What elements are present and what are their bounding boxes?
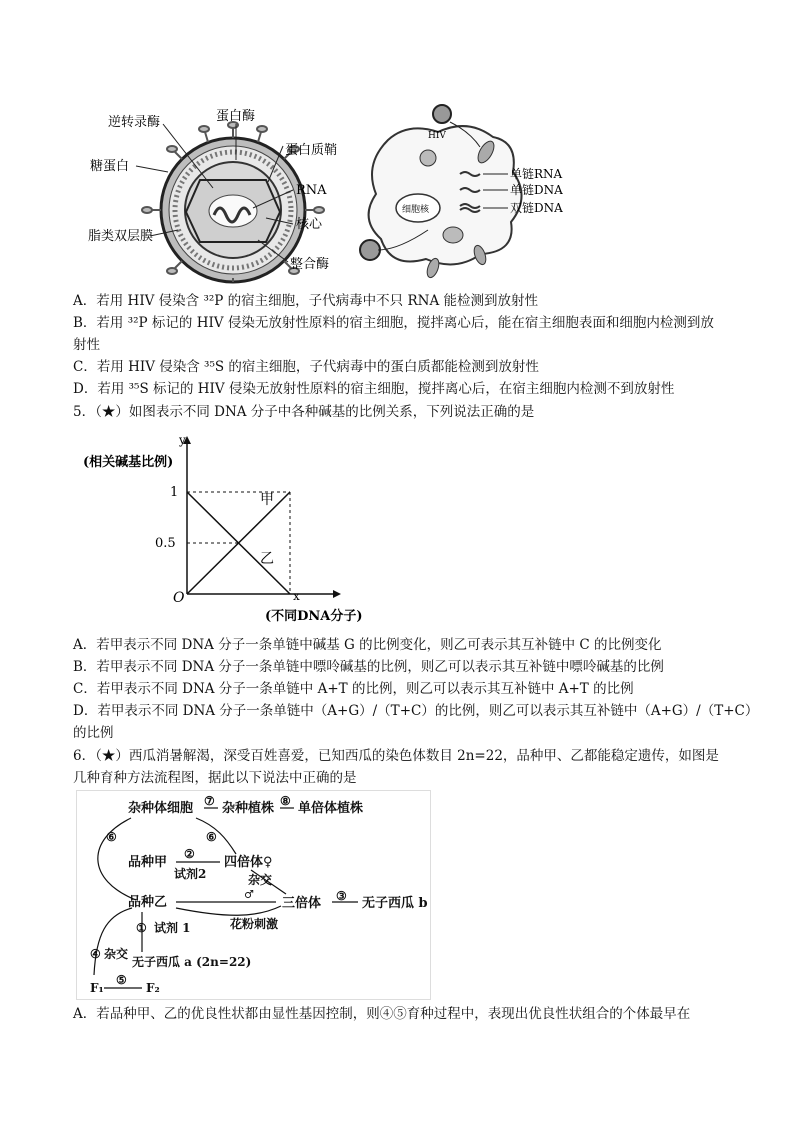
x-axis-symbol: x <box>293 589 300 603</box>
step-1: ① <box>136 921 147 935</box>
q4-option-b-line1: B．若用 ³²P 标记的 HIV 侵染无放射性原料的宿主细胞，搅拌离心后，能在宿主细胞表面和细胞内检测到放 <box>73 315 714 331</box>
node-f1: F₁ <box>90 981 104 995</box>
node-seedless-a: 无子西瓜 a (2n=22) <box>132 955 252 969</box>
step-6-left: ⑥ <box>106 830 117 844</box>
label-hiv: HIV <box>428 131 446 141</box>
label-capsid: 蛋白质鞘 <box>285 143 338 158</box>
node-tetraploid: 四倍体♀ <box>224 855 273 870</box>
hiv-diagram <box>88 100 578 285</box>
series-yi-label: 乙 <box>260 551 274 567</box>
node-triploid: 三倍体 <box>282 896 322 911</box>
step-8: ⑧ <box>280 794 291 808</box>
node-hybrid-plant: 杂种植株 <box>222 801 275 816</box>
q6-option-a: A．若品种甲、乙的优良性状都由显性基因控制，则④⑤育种过程中，表现出优良性状组合的个体最早在 <box>73 1006 691 1022</box>
tick-0-5: 0.5 <box>155 536 176 551</box>
base-ratio-graph <box>75 430 375 630</box>
q5-stem: 5．（★）如图表示不同 DNA 分子中各种碱基的比例关系，下列说法正确的是 <box>73 404 535 420</box>
step-4: ④ <box>90 947 101 961</box>
reagent-2: 试剂2 <box>174 867 207 881</box>
node-hybrid-cell: 杂种体细胞 <box>128 801 194 816</box>
x-axis-label: (不同DNA分子) <box>265 609 363 624</box>
q4-option-c: C．若用 HIV 侵染含 ³⁵S 的宿主细胞，子代病毒中的蛋白质都能检测到放射性 <box>73 359 539 375</box>
label-integrase: 整合酶 <box>290 257 330 272</box>
reagent-1: 试剂 1 <box>154 921 191 935</box>
node-variety-jia: 品种甲 <box>128 855 168 870</box>
q5-option-d-line1: D．若甲表示不同 DNA 分子一条单链中（A+G）/（T+C）的比例，则乙可以表示其互补链中（A+G）/（T+C） <box>73 703 759 719</box>
label-lipid-bilayer: 脂类双层膜 <box>88 229 154 244</box>
hiv-virus-structure <box>88 109 337 282</box>
tick-1: 1 <box>170 485 179 500</box>
q6-stem-line2: 几种育种方法流程图，据此以下说法中正确的是 <box>73 770 357 786</box>
q5-option-c: C．若甲表示不同 DNA 分子一条单链中 A+T 的比例，则乙可以表示其互补链中 A+T 的比例 <box>73 681 634 697</box>
label-pollen-stimulation: 花粉刺激 <box>230 917 279 931</box>
step-7: ⑦ <box>204 794 215 808</box>
label-cross-1: 杂交 <box>248 873 273 887</box>
male-symbol: ♂ <box>244 888 254 901</box>
breeding-flowchart <box>76 790 431 1000</box>
label-nucleus: 细胞核 <box>402 205 430 215</box>
label-ssrna: 单链RNA <box>510 167 563 181</box>
step-6-right: ⑥ <box>206 830 217 844</box>
y-axis-label: (相关碱基比例) <box>83 455 174 470</box>
label-core: 核心 <box>296 217 323 232</box>
node-variety-yi: 品种乙 <box>128 895 168 910</box>
node-seedless-b: 无子西瓜 b <box>362 896 428 911</box>
q5-option-a: A．若甲表示不同 DNA 分子一条单链中碱基 G 的比例变化，则乙可表示其互补链中 C 的比例变化 <box>73 637 662 653</box>
q4-option-b-line2: 射性 <box>73 337 100 353</box>
node-haploid-plant: 单倍体植株 <box>298 801 364 816</box>
hiv-life-cycle <box>360 105 563 279</box>
label-dsdna: 双链DNA <box>510 201 563 215</box>
breeding-flowchart-svg <box>76 790 431 1000</box>
q6-stem-line1: 6．（★）西瓜消暑解渴，深受百姓喜爱，已知西瓜的染色体数目 2n=22，品种甲、乙都能稳定遗传，如图是 <box>73 748 719 764</box>
series-jia-label: 甲 <box>260 492 274 508</box>
step-3: ③ <box>336 889 347 903</box>
label-protease: 蛋白酶 <box>216 109 256 124</box>
q5-option-b: B．若甲表示不同 DNA 分子一条单链中嘌呤碱基的比例，则乙可以表示其互补链中嘌呤碱基的比例 <box>73 659 664 675</box>
label-reverse-transcriptase: 逆转录酶 <box>108 115 161 130</box>
base-ratio-svg <box>75 430 375 630</box>
node-f2: F₂ <box>146 981 160 995</box>
step-2: ② <box>184 847 195 861</box>
q4-option-d: D．若用 ³⁵S 标记的 HIV 侵染无放射性原料的宿主细胞，搅拌离心后，在宿主细胞内检测不到放射性 <box>73 381 675 397</box>
origin-label: O <box>173 590 185 606</box>
y-axis-symbol: y <box>179 433 186 447</box>
q5-option-d-line2: 的比例 <box>73 725 114 741</box>
q4-option-a: A．若用 HIV 侵染含 ³²P 的宿主细胞，子代病毒中不只 RNA 能检测到放射性 <box>73 293 538 309</box>
label-ssdna: 单链DNA <box>510 183 563 197</box>
label-cross-2: 杂交 <box>104 947 129 961</box>
step-5: ⑤ <box>116 973 127 987</box>
hiv-figure <box>88 100 578 285</box>
label-rna: RNA <box>296 183 327 198</box>
label-glycoprotein: 糖蛋白 <box>90 159 130 174</box>
